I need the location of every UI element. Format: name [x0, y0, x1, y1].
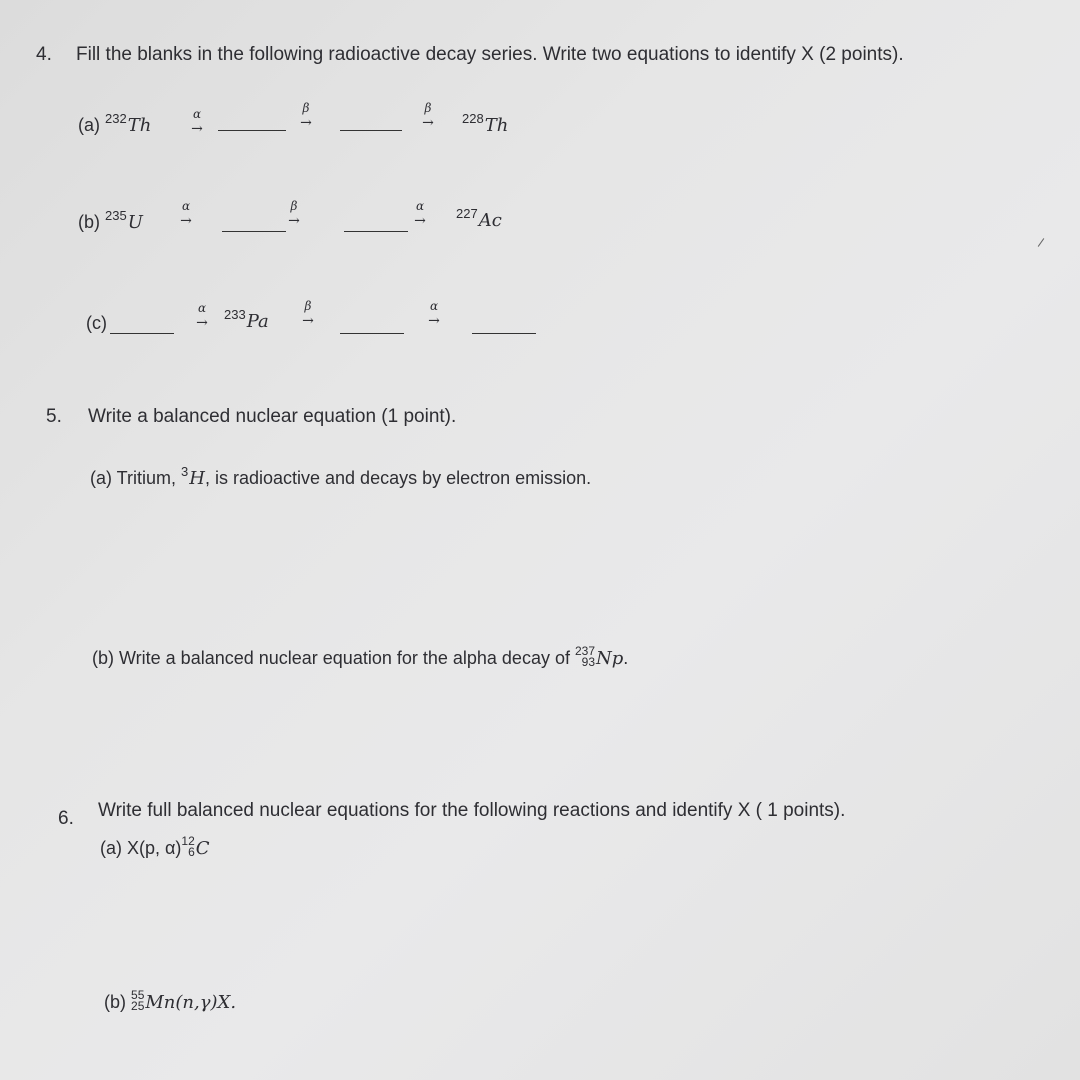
q4c-arrow-3: α →: [428, 299, 440, 329]
q4b-start-mass: 235: [105, 208, 127, 223]
q5b-text: (b) Write a balanced nuclear equation for the alpha decay of 237 93 Np.: [92, 644, 629, 670]
q5b-element: Np: [596, 648, 624, 669]
q4c-label: (c): [86, 313, 107, 333]
q6-number: 6.: [58, 808, 74, 829]
q5a-mass: 3: [181, 464, 189, 479]
q4c-blank-1[interactable]: [110, 333, 174, 334]
q4c-mid-nuclide: $^{233}$Pa: [224, 307, 269, 332]
q6a-nuclide-numbers: 12 6: [181, 834, 195, 860]
q6b-reaction: (n,γ)X.: [175, 992, 237, 1013]
q6a-element: C: [195, 838, 210, 859]
q4-number: 4.: [36, 44, 52, 65]
q4a-arrow-2: β →: [300, 101, 312, 131]
q4c-blank-3[interactable]: [472, 333, 536, 334]
q4a-arrow-3: β →: [422, 101, 434, 131]
q5-prompt: Write a balanced nuclear equation (1 point).: [88, 406, 457, 427]
q6a-text: (a) X(p, α) 12 6 C: [100, 834, 210, 860]
q4b-end-nuclide: $^{227}$Ac: [456, 206, 502, 231]
q4c-blank-2[interactable]: [340, 333, 404, 334]
q4b-label: (b): [78, 212, 100, 232]
q4a-blank-1[interactable]: [218, 130, 286, 131]
q4b-start-element: U: [127, 212, 143, 233]
q4b-blank-2[interactable]: [344, 231, 408, 232]
q4c-arrow-1: α →: [196, 301, 208, 331]
q5a-element: H: [189, 468, 205, 489]
q4a-start-mass: 232: [105, 111, 127, 126]
q4a-arrow-1: α →: [191, 107, 203, 137]
q6b-nuclide-numbers: 55 25: [131, 988, 145, 1014]
q4-prompt: Fill the blanks in the following radioactive decay series. Write two equations to identify X (2 points).: [76, 44, 904, 65]
q5a-text: (a) Tritium, $^3$H, is radioactive and decays by electron emission.: [90, 464, 592, 489]
q4b-blank-1[interactable]: [222, 231, 286, 232]
q6b-text: (b) 55 25 Mn(n,γ)X.: [104, 988, 237, 1014]
q4b-arrow-1: α →: [180, 199, 192, 229]
q6-prompt: Write full balanced nuclear equations for the following reactions and identify X ( 1 points).: [98, 800, 846, 821]
q6b-element: Mn: [145, 992, 176, 1013]
q4a-row: [78, 111, 152, 136]
pen-mark: [1038, 238, 1045, 247]
q4b-row: [78, 208, 143, 233]
q4c-arrow-2: β →: [302, 299, 314, 329]
q4a-blank-2[interactable]: [340, 130, 402, 131]
q4a-label: (a): [78, 115, 100, 135]
q5-number: 5.: [46, 406, 62, 427]
q4a-end-nuclide: $^{228}$Th: [462, 111, 509, 136]
q4b-arrow-3: α →: [414, 199, 426, 229]
q4a-start-element: Th: [127, 115, 152, 136]
q4b-arrow-2: β →: [288, 199, 300, 229]
q5b-nuclide-numbers: 237 93: [574, 644, 596, 670]
